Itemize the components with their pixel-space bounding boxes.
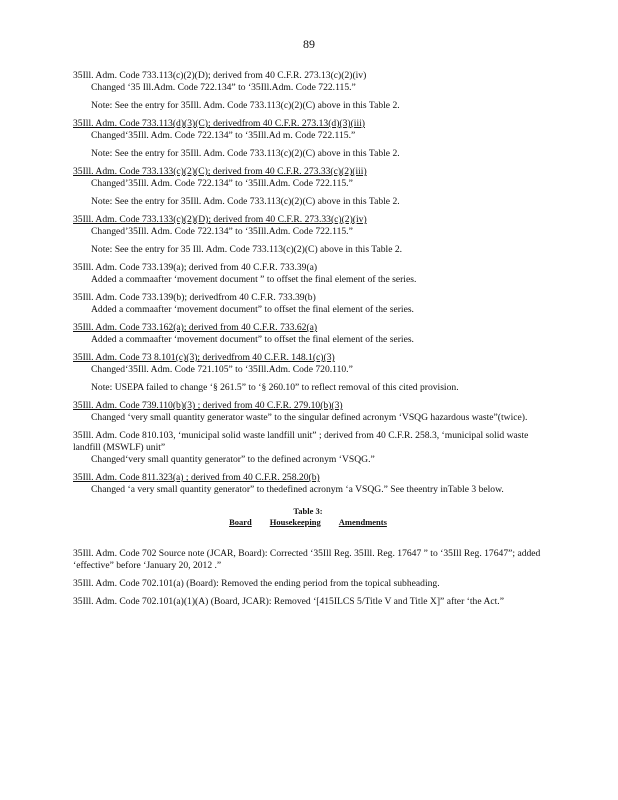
amendment-entry <box>73 214 543 256</box>
entry-citation: 35Ill. Adm. Code 733.139(b); derivedfrom 40 C.F.R. 733.39(b) <box>73 292 316 303</box>
table-3-subtitle-housekeeping: Housekeeping <box>269 517 321 527</box>
table-2-entries <box>73 70 543 496</box>
table-3-entries <box>73 548 543 608</box>
amendment-entry <box>73 430 543 466</box>
housekeeping-entry: 35Ill. Adm. Code 702 Source note (JCAR, Board): Corrected ‘35Ill Reg. 35Ill. Reg. 17647 ” to ‘35Ill Reg. 17647”; added ‘effective” before ‘January 20, 2012 .” <box>73 548 541 571</box>
document-body <box>73 70 543 614</box>
entry-change: Changed‘35Ill. Adm. Code 721.105” to ‘35Ill.Adm. Code 720.110.” <box>91 364 353 375</box>
amendment-entry <box>73 166 543 208</box>
entry-citation: 35Ill. Adm. Code 73 8.101(c)(3); derivedfrom 40 C.F.R. 148.1(c)(3) <box>73 352 335 363</box>
entry-note: Note: USEPA failed to change ‘§ 261.5” to ‘§ 260.10” to reflect removal of this cited provision. <box>91 382 459 393</box>
amendment-entry <box>73 472 543 496</box>
entry-note: Note: See the entry for 35Ill. Adm. Code 733.113(c)(2)(C) above in this Table 2. <box>91 100 400 111</box>
entry-citation: 35Ill. Adm. Code 733.113(d)(3)(C); derivedfrom 40 C.F.R. 273.13(d)(3)(iii) <box>73 118 365 129</box>
housekeeping-entry: 35Ill. Adm. Code 702.101(a) (Board): Removed the ending period from the topical subheading. <box>73 578 440 589</box>
entry-citation: 35Ill. Adm. Code 733.139(a); derived from 40 C.F.R. 733.39(a) <box>73 262 318 273</box>
entry-change: Changed‘35Ill. Adm. Code 722.134” to ‘35Ill.Ad m. Code 722.115.” <box>91 130 356 141</box>
table-3-subtitle-amendments: Amendments <box>338 517 387 527</box>
housekeeping-entry: 35Ill. Adm. Code 702.101(a)(1)(A) (Board, JCAR): Removed ‘[415ILCS 5/Title V and Title X]” after ‘the Act.” <box>73 596 504 607</box>
entry-citation: 35Ill. Adm. Code 733.133(c)(2)(D); derived from 40 C.F.R. 273.33(c)(2)(iv) <box>73 214 367 225</box>
amendment-entry <box>73 70 543 112</box>
amendment-entry <box>73 292 543 316</box>
table-3-title: Table 3: <box>293 506 323 516</box>
amendment-entry <box>73 322 543 346</box>
amendment-entry <box>73 400 543 424</box>
entry-change: Changed ‘35 Ill.Adm. Code 722.134” to ‘35Ill.Adm. Code 722.115.” <box>91 82 356 93</box>
entry-citation: 35Ill. Adm. Code 739.110(b)(3) ; derived from 40 C.F.R. 279.10(b)(3) <box>73 400 343 411</box>
entry-change: Added a commaafter ‘movement document” to offset the final element of the series. <box>91 334 414 345</box>
amendment-entry <box>73 118 543 160</box>
amendment-entry <box>73 262 543 286</box>
table-3-subtitle-board: Board <box>229 517 252 527</box>
amendment-entry <box>73 352 543 394</box>
entry-change: Changed’35Ill. Adm. Code 722.134” to ‘35Ill.Adm. Code 722.115.” <box>91 178 353 189</box>
entry-change: Changed‘very small quantity generator” to the defined acronym ‘VSQG.” <box>91 454 375 465</box>
entry-citation: 35Ill. Adm. Code 811.323(a) ; derived from 40 C.F.R. 258.20(b) <box>73 472 320 483</box>
entry-citation: 35Ill. Adm. Code 733.113(c)(2)(D); derived from 40 C.F.R. 273.13(c)(2)(iv) <box>73 70 367 81</box>
entry-change: Added a commaafter ‘movement document ” to offset the final element of the series. <box>91 274 417 285</box>
entry-note: Note: See the entry for 35Ill. Adm. Code 733.113(c)(2)(C) above in this Table 2. <box>91 196 400 207</box>
entry-note: Note: See the entry for 35 Ill. Adm. Code 733.113(c)(2)(C) above in this Table 2. <box>91 244 403 255</box>
entry-citation: 35Ill. Adm. Code 733.162(a); derived from 40 C.F.R. 733.62(a) <box>73 322 318 333</box>
entry-citation: 35Ill. Adm. Code 733.133(c)(2)(C); derived from 40 C.F.R. 273.33(c)(2)(iii) <box>73 166 367 177</box>
entry-change: Changed’35Ill. Adm. Code 722.134” to ‘35Ill.Adm. Code 722.115.” <box>91 226 353 237</box>
entry-change: Added a commaafter ‘movement document” to offset the final element of the series. <box>91 304 414 315</box>
entry-change: Changed ‘very small quantity generator waste” to the singular defined acronym ‘VSQG hazardous waste”(twice). <box>91 412 528 423</box>
entry-note: Note: See the entry for 35Ill. Adm. Code 733.113(c)(2)(C) above in this Table 2. <box>91 148 400 159</box>
entry-change: Changed ‘a very small quantity generator” to thedefined acronym ‘a VSQG.” See theentry inTable 3 below. <box>91 484 504 495</box>
table-3-subtitle <box>73 517 543 528</box>
page-number: 89 <box>303 37 315 51</box>
entry-citation: 35Ill. Adm. Code 810.103, ‘municipal solid waste landfill unit” ; derived from 40 C.F.R. 258.3, ‘municipal solid waste landfill (MSWLF) unit” <box>73 430 529 453</box>
